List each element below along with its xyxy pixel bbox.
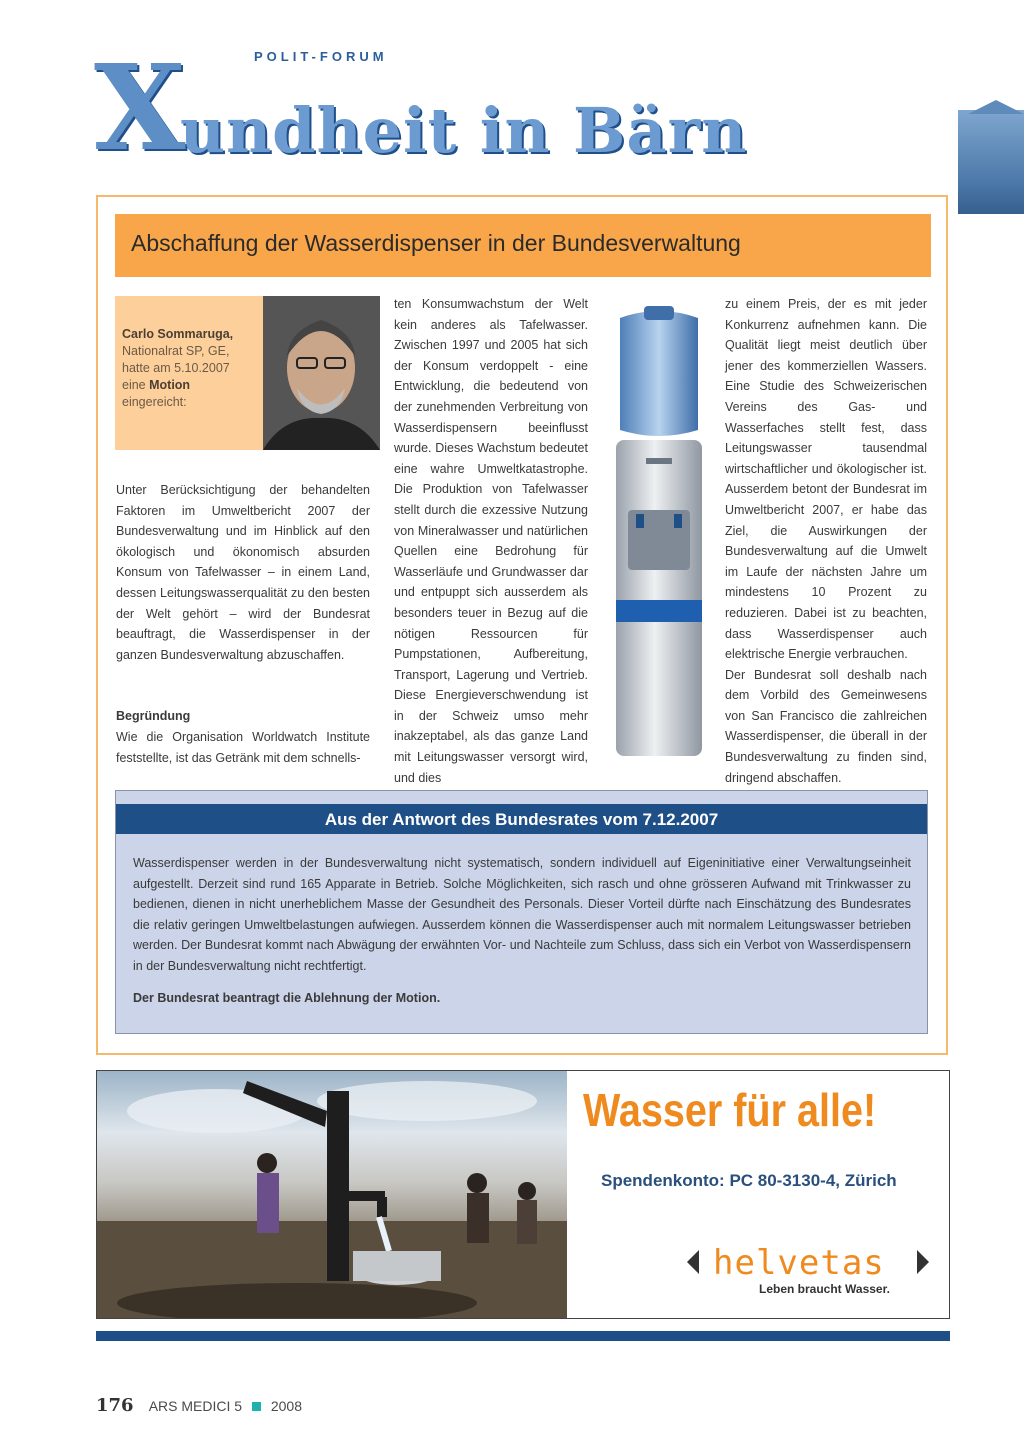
article-title-bar	[115, 214, 931, 277]
article-text-middle: ten Konsumwachstum der Welt kein anderes als Tafelwasser. Zwischen 1997 und 2005 hat sich der Konsum verdoppelt - eine Entwicklung, die bedeutend von der zunehmenden Verbreitung von Wasserdispensern beeinflusst wurde. Dieses Wachstum bedeutet eine wahre Umweltkatastrophe. Die Produktion von Tafelwasser stellt durch die exzessive Nutzung von Mineralwasser und natürlichen Quellen eine Bedrohung für Wasserläufe und Grundwasser dar und entpuppt sich ausserdem als besonders teuer in Bezug auf die nötigen Ressourcen für Pumpstationen, Aufbereitung, Transport, Lagerung und Vertrieb. Diese Energieverschwendung ist in der Schweiz umso mehr inakzeptabel, als das ganze Land mit Leitungswasser versorgt wird, und dies	[394, 297, 588, 785]
triangle-left-icon	[687, 1250, 699, 1274]
bottom-rule	[96, 1331, 950, 1341]
publication-logo	[94, 38, 1024, 177]
section-kicker: POLIT-FORUM	[254, 49, 388, 64]
logo-wordmark: undheit in Bärn	[180, 94, 748, 167]
response-conclusion: Der Bundesrat beantragt die Ablehnung der Motion.	[133, 991, 441, 1005]
author-post: eingereicht:	[122, 395, 187, 409]
author-info	[122, 326, 262, 411]
brand-name: helvetas	[713, 1243, 885, 1283]
journal-name: ARS MEDICI 5	[148, 1398, 243, 1414]
building-illustration	[958, 110, 1024, 214]
page-footer	[96, 1395, 302, 1416]
article-text-right-1: zu einem Preis, der es mit jeder Konkurrenz aufnehmen kann. Die Qualität liegt meist deutlich über jener des kommerziellen Wassers. Eine Studie des Schweizerischen Vereins des Gas- und Wasserfaches stellt fest, dass Leitungswasser tausendmal wirtschaftlicher und ökologischer ist. Ausserdem betont der Bundesrat im Umweltbericht 2007, er habe das Ziel, die Auswirkungen der Bundesverwaltung auf die Umwelt im Laufe der nächsten Jahre um mindestens 10 Prozent zu reduzieren. Dabei ist zu beachten, dass Wasserdispenser auch elektrische Energie verbrauchen.	[725, 297, 927, 662]
response-text: Wasserdispenser werden in der Bundesverwaltung nicht systematisch, sondern individuell auf Eigeninitiative einer Verwaltungseinheit aufgestellt. Derzeit sind rund 165 Apparate in Betrieb. Solche Möglichkeiten, sich rasch und ohne grösseren Aufwand mit Trinkwasser zu bedienen, dienen in nicht unerheblichem Masse der Gesundheit des Personals. Dieser Vorteil dürfte nach Einschätzung des Bundesrates die relativ geringen Umweltbelastungen aufwiegen. Ausserdem können die Wasserdispenser auch mit normalem Leitungswasser betrieben werden. Der Bundesrat kommt nach Abwägung der erwähnten Vor- und Nachteile zum Schluss, dass sich ein Verbot von Wasserdispensern in der Bundesverwaltung nicht rechtfertigt.	[133, 856, 911, 973]
response-box	[115, 790, 928, 1034]
advertisement	[96, 1070, 950, 1319]
helvetas-logo	[687, 1243, 927, 1283]
page-number: 176	[96, 1395, 134, 1416]
motion-text: Unter Berücksichtigung der behandelten Faktoren im Umweltbericht 2007 der Bundesverwaltung und im Hinblick auf den ökologisch und ökonomisch absurden Konsum von Tafelwasser – in einem Land, dessen Leitungswasserqualität zu den besten der Welt gehört – wird der Bundesrat beauftragt, die Wasserdispenser in der ganzen Bundesverwaltung abzuschaffen.	[116, 483, 370, 662]
author-name: Carlo Sommaruga,	[122, 327, 234, 341]
ad-photo-water-pump	[97, 1071, 567, 1318]
ad-headline: Wasser für alle!	[583, 1084, 877, 1136]
author-role: Nationalrat SP, GE,	[122, 344, 230, 358]
begruendung-heading: Begründung	[116, 709, 191, 724]
ad-slogan: Leben braucht Wasser.	[759, 1282, 890, 1296]
author-motion: Motion	[149, 378, 191, 392]
journal-year: 2008	[270, 1398, 302, 1414]
triangle-right-icon	[917, 1250, 929, 1274]
author-photo	[263, 296, 380, 450]
author-box	[115, 296, 380, 450]
begruendung-text: Wie die Organisation Worldwatch Institute feststellte, ist das Getränk mit dem schnells-	[116, 729, 370, 765]
author-date: hatte am 5.10.2007	[122, 361, 230, 375]
motion-column	[116, 480, 370, 768]
response-title-bar	[116, 804, 927, 834]
spacer	[116, 665, 370, 706]
square-icon	[252, 1402, 261, 1411]
article-column-right	[725, 294, 927, 788]
logo-initial: X	[94, 38, 186, 177]
article-text-right-2: Der Bundesrat soll deshalb nach dem Vorbild des Gemeinwesens von San Francisco die zahlreichen Wasserdispenser, die überall in der Bundesverwaltung zu finden sind, dringend abschaffen.	[725, 667, 927, 785]
author-pre: eine	[122, 378, 150, 392]
response-title: Aus der Antwort des Bundesrates vom 7.12.2007	[324, 810, 719, 829]
ad-donation-account: Spendenkonto: PC 80-3130-4, Zürich	[601, 1171, 897, 1190]
article-column-middle	[394, 294, 588, 788]
author-motion-line	[122, 377, 262, 394]
water-dispenser-image	[606, 300, 712, 762]
article-title: Abschaffung der Wasserdispenser in der Bundesverwaltung	[131, 230, 741, 256]
